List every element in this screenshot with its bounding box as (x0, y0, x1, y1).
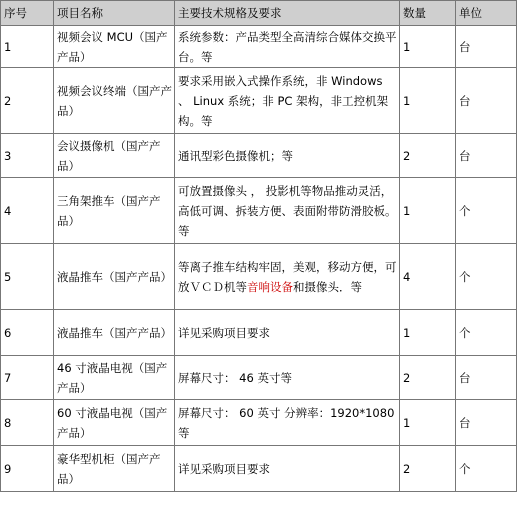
item-spec: 可放置摄像头 ， 投影机等物品推动灵活，高低可调、拆装方便、表面附带防滑胶板。等 (175, 178, 400, 244)
row-number: 5 (1, 244, 54, 310)
item-unit: 台 (456, 400, 517, 446)
item-quantity: 1 (400, 400, 456, 446)
item-name: 会议摄像机（国产产品） (54, 134, 175, 178)
item-spec (175, 244, 400, 310)
item-name: 豪华型机柜（国产产品） (54, 446, 175, 492)
item-spec: 详见采购项目要求 (175, 310, 400, 356)
item-name: 视频会议终端（国产产品） (54, 68, 175, 134)
item-spec: 屏幕尺寸： 46 英寸等 (175, 356, 400, 400)
item-unit: 台 (456, 68, 517, 134)
item-name: 液晶推车（国产产品） (54, 310, 175, 356)
item-spec: 通讯型彩色摄像机；等 (175, 134, 400, 178)
row-number: 6 (1, 310, 54, 356)
table-row (1, 446, 517, 492)
header-item-name: 项目名称 (54, 1, 175, 26)
item-spec: 详见采购项目要求 (175, 446, 400, 492)
item-name: 60 寸液晶电视（国产产品） (54, 400, 175, 446)
header-number: 序号 (1, 1, 54, 26)
item-quantity: 2 (400, 134, 456, 178)
item-unit: 台 (456, 26, 517, 68)
row-number: 7 (1, 356, 54, 400)
item-quantity: 2 (400, 446, 456, 492)
item-unit: 个 (456, 244, 517, 310)
row-number: 4 (1, 178, 54, 244)
item-unit: 台 (456, 134, 517, 178)
item-quantity: 1 (400, 68, 456, 134)
table-row (1, 310, 517, 356)
item-spec: 系统参数：产品类型全高清综合媒体交换平台。等 (175, 26, 400, 68)
item-unit: 个 (456, 178, 517, 244)
item-quantity: 2 (400, 356, 456, 400)
table-header-row (1, 1, 517, 26)
item-quantity: 4 (400, 244, 456, 310)
table-row (1, 178, 517, 244)
item-name: 液晶推车（国产产品） (54, 244, 175, 310)
row-number: 9 (1, 446, 54, 492)
table-row (1, 244, 517, 310)
item-name: 46 寸液晶电视（国产产品） (54, 356, 175, 400)
audio-equipment-link[interactable]: 音响设备 (247, 279, 293, 294)
item-name: 三角架推车（国产产品） (54, 178, 175, 244)
item-name: 视频会议 MCU（国产产品） (54, 26, 175, 68)
table-row (1, 134, 517, 178)
table-row (1, 356, 517, 400)
table-row (1, 400, 517, 446)
item-unit: 个 (456, 310, 517, 356)
item-unit: 个 (456, 446, 517, 492)
item-spec-text: 等离子推车结构牢固，美观，移动方便，可放ＶＣＤ机等 (178, 259, 397, 294)
table-row (1, 26, 517, 68)
header-unit: 单位 (456, 1, 517, 26)
row-number: 2 (1, 68, 54, 134)
item-unit: 台 (456, 356, 517, 400)
header-quantity: 数量 (400, 1, 456, 26)
item-spec-text: 和摄像头．等 (293, 279, 362, 294)
table-row (1, 68, 517, 134)
row-number: 3 (1, 134, 54, 178)
row-number: 1 (1, 26, 54, 68)
item-spec: 要求采用嵌入式操作系统，非 Windows 、 Linux 系统；非 PC 架构，非工控机架构。等 (175, 68, 400, 134)
item-quantity: 1 (400, 310, 456, 356)
item-quantity: 1 (400, 178, 456, 244)
header-spec: 主要技术规格及要求 (175, 1, 400, 26)
item-quantity: 1 (400, 26, 456, 68)
row-number: 8 (1, 400, 54, 446)
item-spec: 屏幕尺寸： 60 英寸 分辨率：1920*1080 等 (175, 400, 400, 446)
